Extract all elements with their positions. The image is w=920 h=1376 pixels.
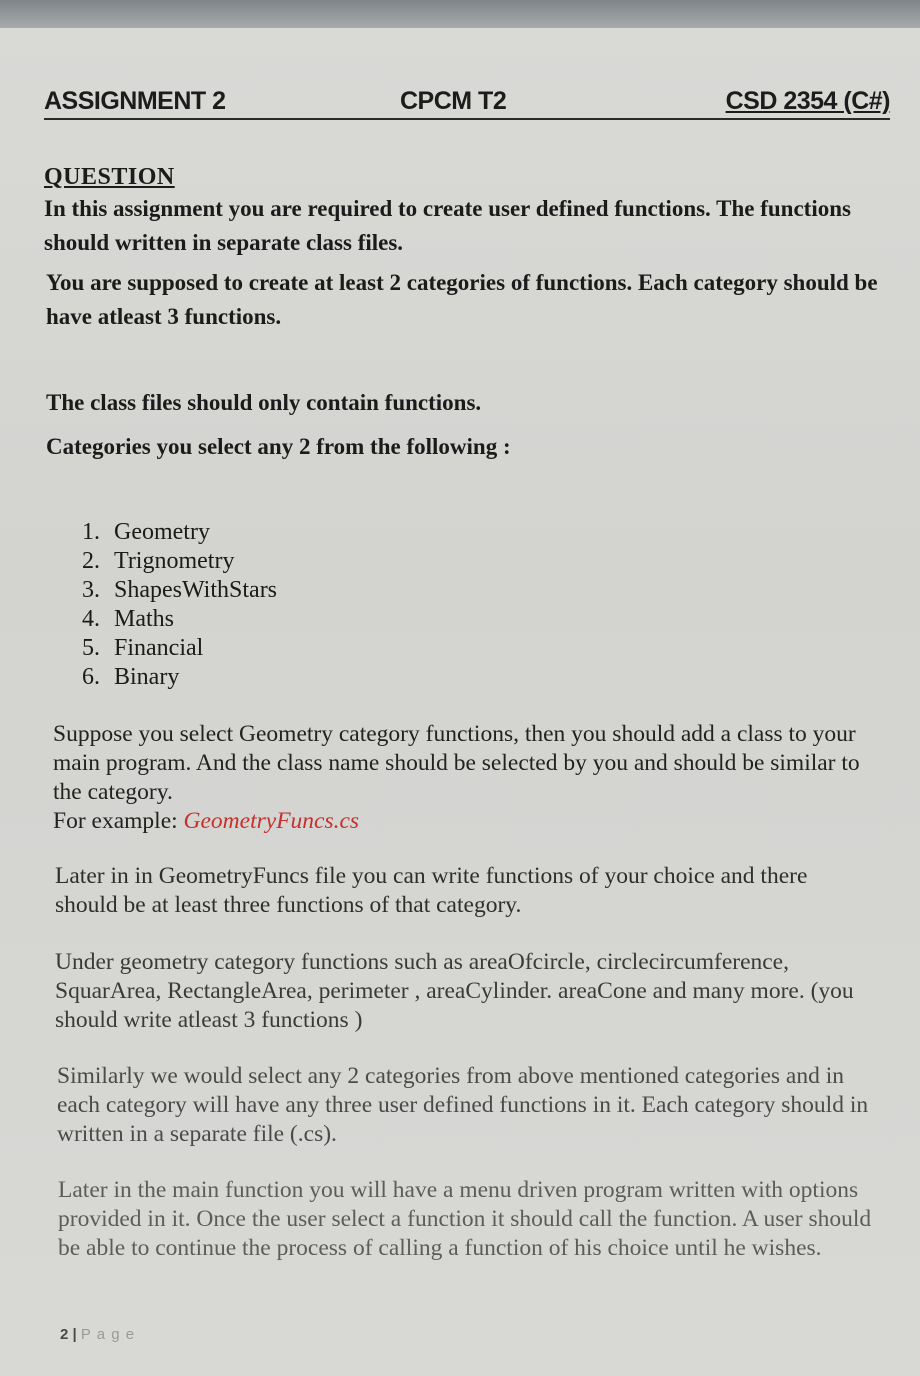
document-header bbox=[44, 82, 890, 120]
page-footer bbox=[60, 1326, 135, 1343]
list-item bbox=[82, 605, 277, 634]
body-paragraph-7: Under geometry category functions such as areaOfcircle, circlecircumference, SquarArea, RectangleArea, perimeter , areaCylinder. areaCone and many more. (you should write atleast 3 functions ) bbox=[55, 949, 854, 1033]
list-label: ShapesWithStars bbox=[114, 577, 278, 603]
list-number: 1. bbox=[82, 519, 100, 545]
example-line bbox=[53, 807, 883, 836]
header-subject: CSD 2354 (C#) bbox=[725, 87, 890, 115]
list-item bbox=[82, 663, 277, 692]
example-label: For example: bbox=[53, 808, 184, 834]
question-paragraph-2: You are supposed to create at least 2 categories of functions. Each category should be have atleast 3 functions. bbox=[46, 270, 878, 329]
photo-top-edge bbox=[0, 0, 920, 28]
body-paragraph-8: Similarly we would select any 2 categories from above mentioned categories and in each category will have any three user defined functions in it. Each category should in written in a separate file (.cs). bbox=[57, 1063, 869, 1147]
category-list bbox=[82, 518, 277, 692]
header-assignment: ASSIGNMENT 2 bbox=[44, 87, 226, 115]
header-course-code: CPCM T2 bbox=[400, 87, 507, 115]
list-label: Trignometry bbox=[114, 548, 235, 574]
list-item bbox=[82, 547, 277, 576]
list-number: 4. bbox=[82, 606, 100, 632]
list-label: Binary bbox=[114, 664, 180, 690]
question-heading: QUESTION bbox=[44, 164, 175, 190]
list-number: 5. bbox=[82, 635, 100, 661]
question-paragraph-4: Categories you select any 2 from the following : bbox=[46, 434, 511, 459]
list-item bbox=[82, 518, 277, 547]
body-paragraph-6: Later in in GeometryFuncs file you can write functions of your choice and there should be at least three functions of that category. bbox=[55, 863, 808, 918]
list-label: Maths bbox=[114, 606, 174, 632]
body-paragraph-9: Later in the main function you will have a menu driven program written with options provided in it. Once the user select a function it should call the function. A user should be able to continue the process of calling a function of his choice until he wishes. bbox=[58, 1177, 872, 1261]
page-number: 2 | bbox=[60, 1326, 81, 1343]
list-number: 3. bbox=[82, 577, 100, 603]
page-word: P a g e bbox=[80, 1326, 136, 1343]
list-label: Financial bbox=[114, 635, 204, 661]
list-label: Geometry bbox=[114, 519, 210, 545]
body-paragraph-5: Suppose you select Geometry category functions, then you should add a class to your main program. And the class name should be selected by you and should be similar to the category. bbox=[53, 721, 860, 805]
example-filename: GeometryFuncs.cs bbox=[183, 808, 360, 834]
list-item bbox=[82, 576, 277, 605]
list-item bbox=[82, 634, 277, 663]
question-paragraph-1: In this assignment you are required to create user defined functions. The functions should written in separate class files. bbox=[44, 196, 851, 255]
question-paragraph-3: The class files should only contain functions. bbox=[46, 390, 482, 415]
list-number: 2. bbox=[82, 548, 100, 574]
list-number: 6. bbox=[82, 664, 100, 690]
